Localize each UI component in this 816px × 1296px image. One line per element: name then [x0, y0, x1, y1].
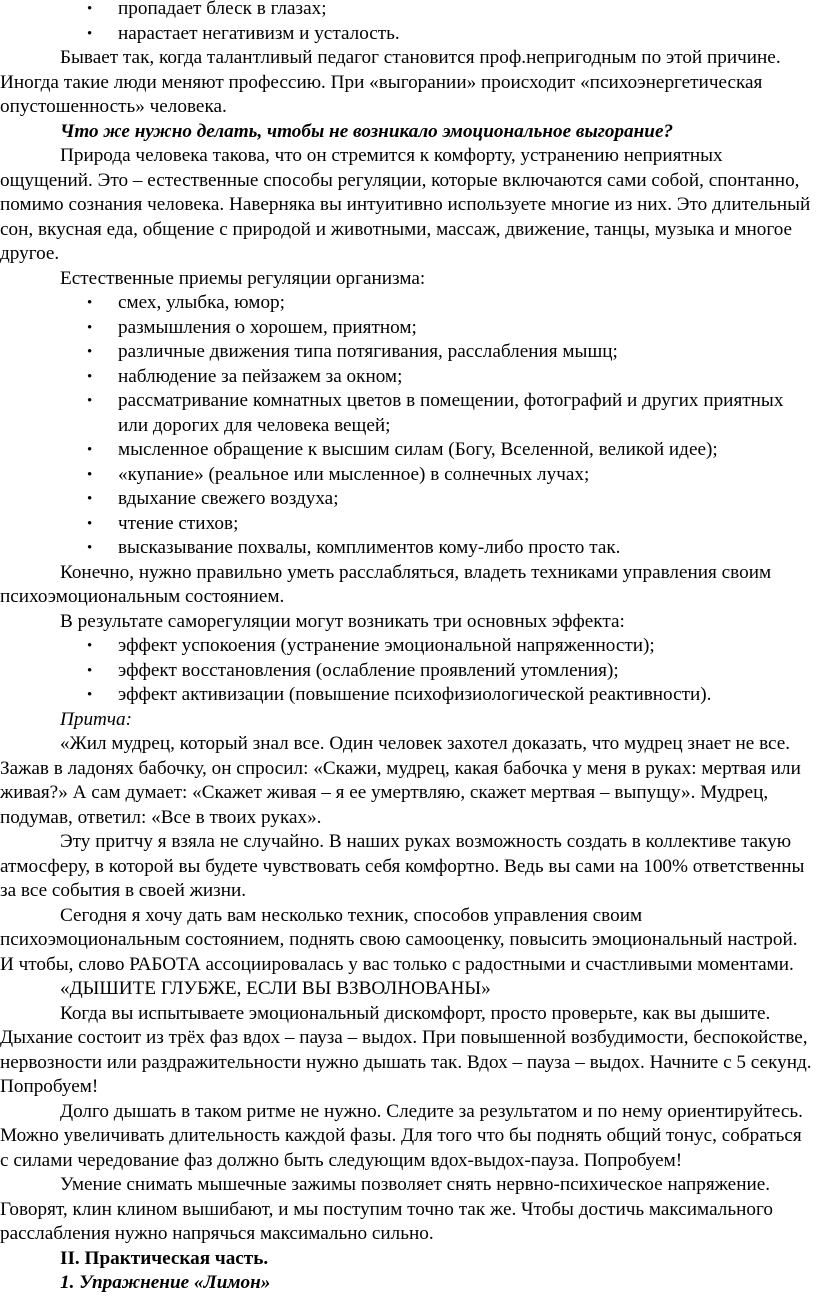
paragraph-breathing: Когда вы испытываете эмоциональный дискомфорт, просто проверьте, как вы дышите. Дыхание состоит из трёх фаз вдох – пауза – выдох. При повышенной возбудимости, беспокойстве, нервозности или раздражительности нужно дышать так. Вдох – пауза – выдох. Начните с 5 секунд. Попробуем!: [0, 1002, 812, 1097]
bullet-icon: •: [87, 687, 93, 703]
bullet-icon: •: [87, 491, 93, 507]
bullet-icon: •: [87, 344, 93, 360]
paragraph-burnout: Бывает так, когда талантливый педагог становится проф.непригодным по этой причине. Иногда такие люди меняют профессию. При «выгорании» происходит «психоэнергетическая опустошенность» человека.: [0, 47, 781, 117]
list-item: • высказывание похвалы, комплиментов кому-либо просто так.: [118, 536, 812, 561]
list-item: • эффект успокоения (устранение эмоциональной напряженности);: [118, 634, 812, 659]
bullet-icon: •: [87, 25, 93, 42]
bullet-icon: •: [87, 393, 93, 409]
bullet-list-top: [0, 0, 812, 46]
bullet-icon: •: [87, 540, 93, 556]
list-item: • чтение стихов;: [118, 512, 812, 537]
paragraph-parable: «Жил мудрец, который знал все. Один человек захотел доказать, что мудрец знает не все. Зажав в ладонях бабочку, он спросил: «Скажи, мудрец, какая бабочка у меня в руках: мертвая или живая?» А сам думает: «Скажет живая – я ее умертвляю, скажет мертвая – выпущу». Мудрец, подумав, ответил: «Все в твоих руках».: [0, 733, 801, 828]
list-item: • пропадает блеск в глазах;: [118, 0, 812, 22]
paragraph-natural-methods: Естественные приемы регуляции организма:: [60, 267, 426, 289]
list-item: • эффект активизации (повышение психофизиологической реактивности).: [118, 683, 812, 708]
paragraph-effects-intro: В результате саморегуляции могут возникать три основных эффекта:: [60, 610, 625, 632]
list-item: • размышления о хорошем, приятном;: [118, 316, 812, 341]
list-item: • различные движения типа потягивания, расслабления мышц;: [118, 340, 812, 365]
section-practical: II. Практическая часть.: [60, 1247, 269, 1269]
list-item: • нарастает негативизм и усталость.: [118, 22, 812, 47]
heading-breathe: «ДЫШИТЕ ГЛУБЖЕ, ЕСЛИ ВЫ ВЗВОЛНОВАНЫ»: [60, 978, 491, 999]
bullet-icon: •: [87, 466, 93, 483]
exercise-lemon-title: 1. Упражнение «Лимон»: [60, 1272, 271, 1293]
list-item: • наблюдение за пейзажем за окном;: [118, 365, 812, 390]
heading-what-to-do: Что же нужно делать, чтобы не возникало эмоциональное выгорание?: [60, 120, 674, 142]
bullet-icon: •: [87, 1, 93, 17]
bullet-icon: •: [87, 295, 93, 311]
bullet-list-effects: [0, 634, 812, 708]
list-item: • смех, улыбка, юмор;: [118, 291, 812, 316]
parable-label: Притча:: [60, 708, 133, 730]
list-item: • мысленное обращение к высшим силам (Богу, Вселенной, великой идее);: [118, 438, 812, 463]
bullet-icon: •: [87, 442, 93, 458]
paragraph-nature: Природа человека такова, что он стремится к комфорту, устранению неприятных ощущений. Это – естественные способы регуляции, которые включаются сами собой, спонтанно, помимо сознания человека. Наверняка вы интуитивно используете многие из них. Это длительный сон, вкусная еда, общение с природой и животными, массаж, движение, танцы, музыка и многое другое.: [0, 145, 811, 264]
paragraph-muscle: Умение снимать мышечные зажимы позволяет снять нервно-психическое напряжение. Говорят, клин клином вышибают, и мы поступим точно так же. Чтобы достичь максимального расслабления нужно напрячься максимально сильно.: [0, 1174, 773, 1244]
paragraph-relax: Конечно, нужно правильно уметь расслабляться, владеть техниками управления своим психоэмоциональным состоянием.: [0, 561, 772, 607]
list-item: • «купание» (реальное или мысленное) в солнечных лучах;: [118, 463, 812, 488]
list-item: • вдыхание свежего воздуха;: [118, 487, 812, 512]
bullet-icon: •: [87, 662, 93, 679]
list-item: • эффект восстановления (ослабление проявлений утомления);: [118, 659, 812, 684]
bullet-list-regulation: [0, 291, 812, 561]
paragraph-parable-comment: Эту притчу я взяла не случайно. В наших руках возможность создать в коллективе такую атмосферу, в которой вы будете чувствовать себя комфортно. Ведь вы сами на 100% ответственны за все события в своей жизни.: [0, 831, 805, 901]
paragraph-techniques-intro: Сегодня я хочу дать вам несколько техник, способов управления своим психоэмоциональным состоянием, поднять свою самооценку, повысить эмоциональный настрой. И чтобы, слово РАБОТА ассоциировалась у вас только с радостными и счастливыми моментами.: [0, 904, 798, 975]
list-item: • рассматривание комнатных цветов в помещении, фотографий и других приятных или дорогих для человека вещей;: [87, 390, 784, 436]
paragraph-rhythm: Долго дышать в таком ритме не нужно. Следите за результатом и по нему ориентируйтесь. Можно увеличивать длительность каждой фазы. Для того что бы поднять общий тонус, собраться с силами чередование фаз должно быть следующим вдох-выдох-пауза. Попробуем!: [0, 1100, 803, 1171]
bullet-icon: •: [87, 368, 93, 385]
bullet-icon: •: [87, 319, 93, 336]
bullet-icon: •: [87, 515, 93, 532]
bullet-icon: •: [87, 638, 93, 654]
